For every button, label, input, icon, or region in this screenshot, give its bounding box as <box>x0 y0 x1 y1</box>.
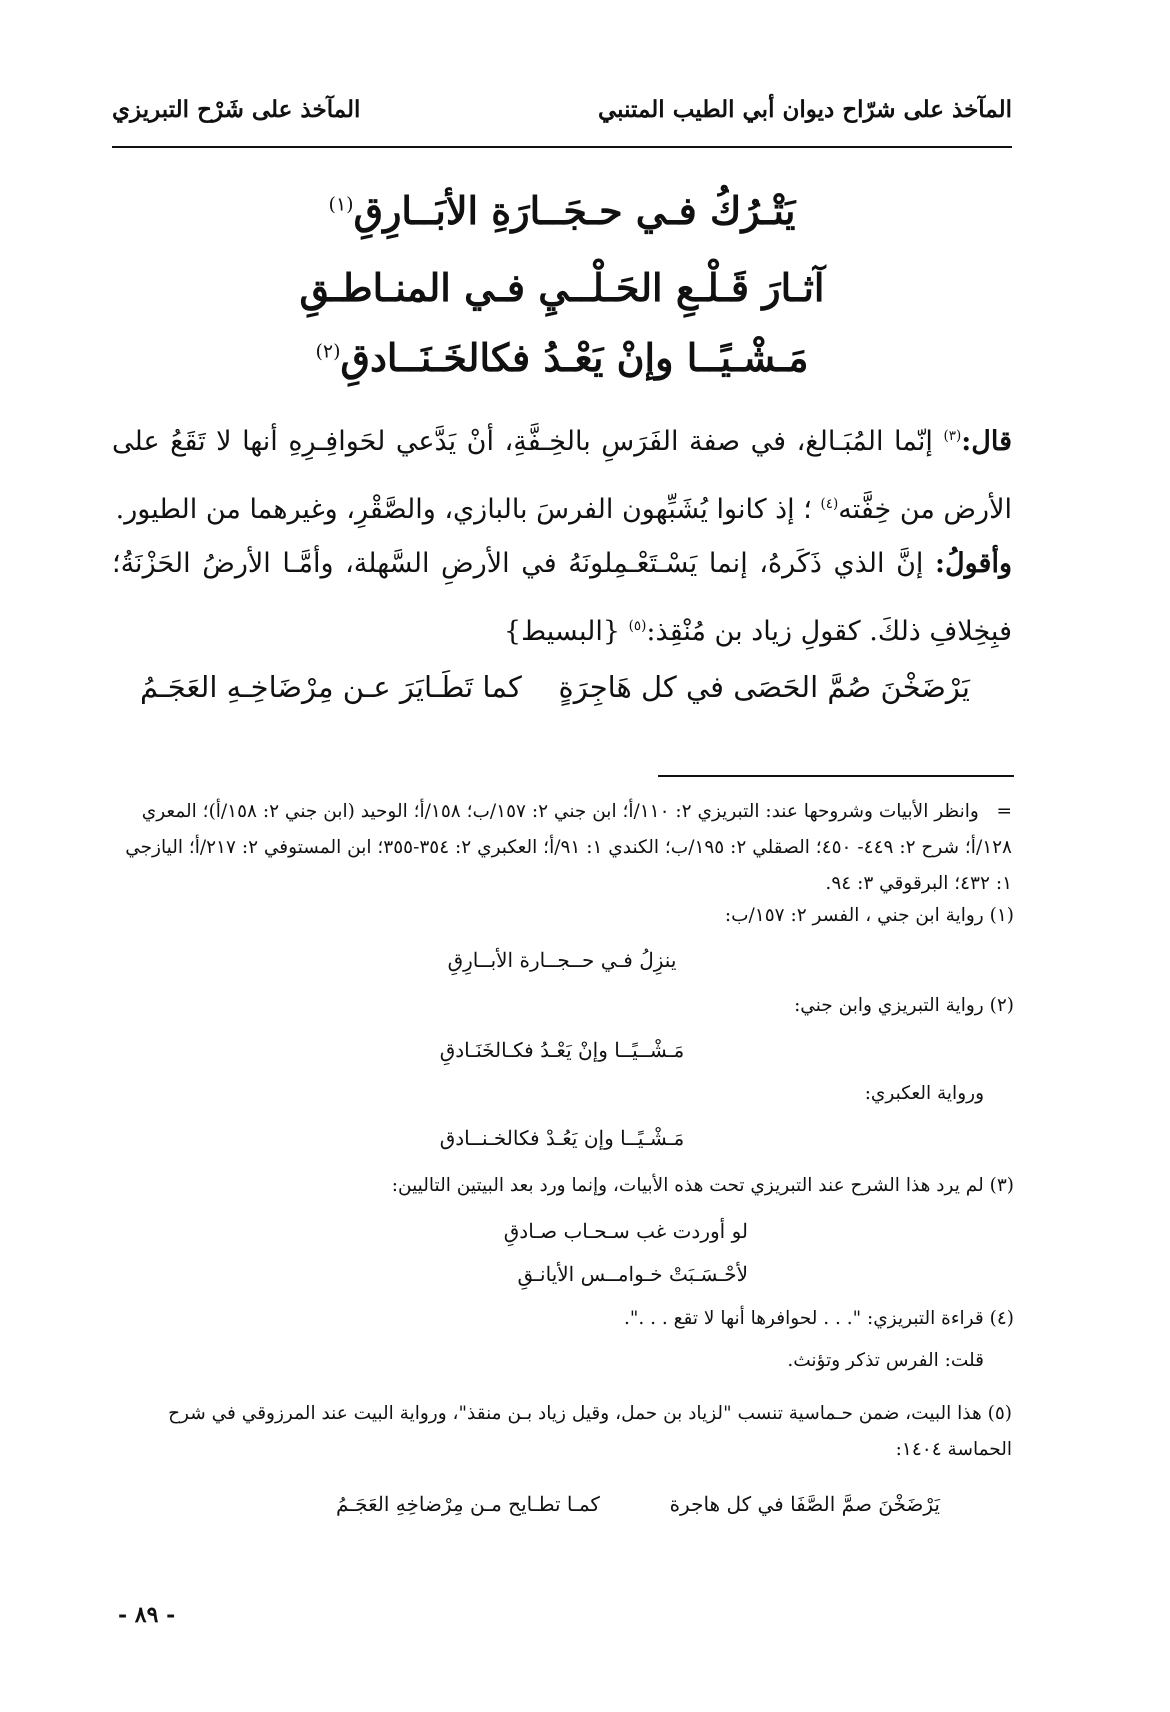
footnote-ref: (٤) <box>820 496 839 512</box>
footnote-ref: (١) <box>328 193 354 216</box>
footnote-4b: قلت: الفرس تذكر وتؤنث. <box>787 1350 984 1371</box>
footnote-text: وانظر الأبيات وشروحها عند: التبريزي ٢: ١١٠/أ؛ ابن جني ٢: ١٥٧/ب؛ ١٥٨/أ؛ الوحيد (ابن جني ٢: ١٥٨/أ)؛ المعري ١٢٨/أ؛ شرح ٢: ٤٤٩- ٤٥٠؛ الصقلي ٢: ١٩٥/ب؛ الكندي ١: ٩١/أ؛ العكبري ٢: ٣٥٤-٣٥٥؛ ابن المستوفي ٢: ٢١٧/أ؛ اليازجي ١: ٤٣٢؛ البرقوقي ٣: ٩٤. <box>125 801 1012 894</box>
running-header <box>112 90 1012 140</box>
footnote-2b-verse: مَـشْـيًــا وإن يَعُـدْ فكالخـنــادق <box>439 1126 685 1150</box>
verse-text: يَتْـرُكُ فـي حـجَــارَةِ الأبَــارِقِ <box>353 188 796 233</box>
paragraph-lead: وأقولُ: <box>935 548 1012 579</box>
header-rule <box>112 146 1012 148</box>
poem-hemistich-right: يَرْضَخْنَ صُمَّ الحَصَى في كل هَاجِرَةٍ <box>558 670 970 704</box>
poem-hemistich-left: كما تَطَـايَرَ عـن مِرْضَاخِـهِ العَجَـمُ <box>140 670 522 704</box>
verse-line-1 <box>112 188 1012 233</box>
footnote-3-verse-1: لو أوردت غب سـحـاب صـادقِ <box>503 1219 748 1243</box>
footnote-1-verse: ينزِلُ فـي حــجــارة الأبــارِقِ <box>447 948 677 972</box>
paragraph-text: إنّما المُبَـالغ، في صفة الفَرَسِ بالخِـفَّةِ، أنْ يَدَّعي لحَوافِـرِهِ أنها لا تَقَعُ على الأرض من خِفَّته <box>112 426 1012 525</box>
verse-line-2 <box>112 265 1012 310</box>
paragraph-text: ؛ إذ كانوا يُشَبِّهون الفرسَ بالبازي، والصَّقْرِ، وغيرهما من الطيور. <box>115 494 821 525</box>
footnote-3-verse-2: لأحْـسَـبَتْ خـوامــس الأيانـقِ <box>517 1262 748 1286</box>
footnote-1: (١) رواية ابن جني ، الفسر ٢: ١٥٧/ب: <box>724 905 1014 926</box>
page-number: - ٨٩ - <box>118 1602 176 1628</box>
footnote-3: (٣) لم يرد هذا الشرح عند التبريزي تحت هذه الأبيات، وإنما ورد بعد البيتين التاليين: <box>391 1175 1014 1196</box>
footnote-5-right: يَرْضَخْنَ صمَّ الصَّفَا في كل هاجرة <box>669 1492 940 1516</box>
paragraph-qala <box>112 405 1012 541</box>
continuation-mark: = <box>996 801 1012 822</box>
footnote-ref: (٢) <box>315 340 341 363</box>
footnote-continued <box>112 794 1012 902</box>
footnote-ref: (٥) <box>628 618 647 634</box>
poem-line <box>140 670 970 726</box>
footnote-rule <box>658 775 1014 777</box>
verse-text: آثـارَ قَـلْـعِ الحَـلْــيِ فـي المنـاطـقِ <box>299 265 825 310</box>
paragraph-text: إنَّ الذي ذَكَرهُ، إنما يَسْـتَعْـمِلونَهُ في الأرضِ السَّهلة، وأمَّـا الأرضُ الحَزْنَةُ؛ فبِخِلافِ ذلكَ. كقولِ زياد بن مُنْقِذ: <box>112 548 1012 647</box>
paragraph-aqulu <box>112 533 1012 663</box>
footnote-2-verse: مَـشْــيًــا وإنْ يَعْـدُ فكـالخَنَـادقِ <box>439 1038 685 1062</box>
footnote-5-left: كمـا تطـايح مـن مِرْضاخِهِ العَجَـمُ <box>336 1492 600 1516</box>
verse-line-3 <box>112 335 1012 380</box>
footnote-4: (٤) قراءة التبريزي: ". . . لحوافرها أنها لا تقع . . .". <box>623 1308 1014 1329</box>
footnote-5: (٥) هذا البيت، ضمن حـماسية تنسب "لزياد بن حمل، وقيل زياد بـن منقذ"، ورواية البيت عند المرزوقي في شرح الحماسة ١٤٠٤: <box>168 1403 1012 1460</box>
footnote-ref: (٣) <box>943 428 962 444</box>
paragraph-lead: قال: <box>961 426 1012 457</box>
book-title: المآخذ على شرّاح ديوان أبي الطيب المتنبي <box>598 96 1012 123</box>
section-title: المآخذ على شَرْح التبريزي <box>112 96 361 123</box>
footnote-2b: ورواية العكبري: <box>864 1083 984 1104</box>
meter-label: {البسيط} <box>503 616 629 647</box>
verse-text: مَـشْـيًــا وإنْ يَعْـدُ فكالخَـنَــادقِ <box>340 335 809 380</box>
footnote-2: (٢) رواية التبريزي وابن جني: <box>794 995 1014 1016</box>
